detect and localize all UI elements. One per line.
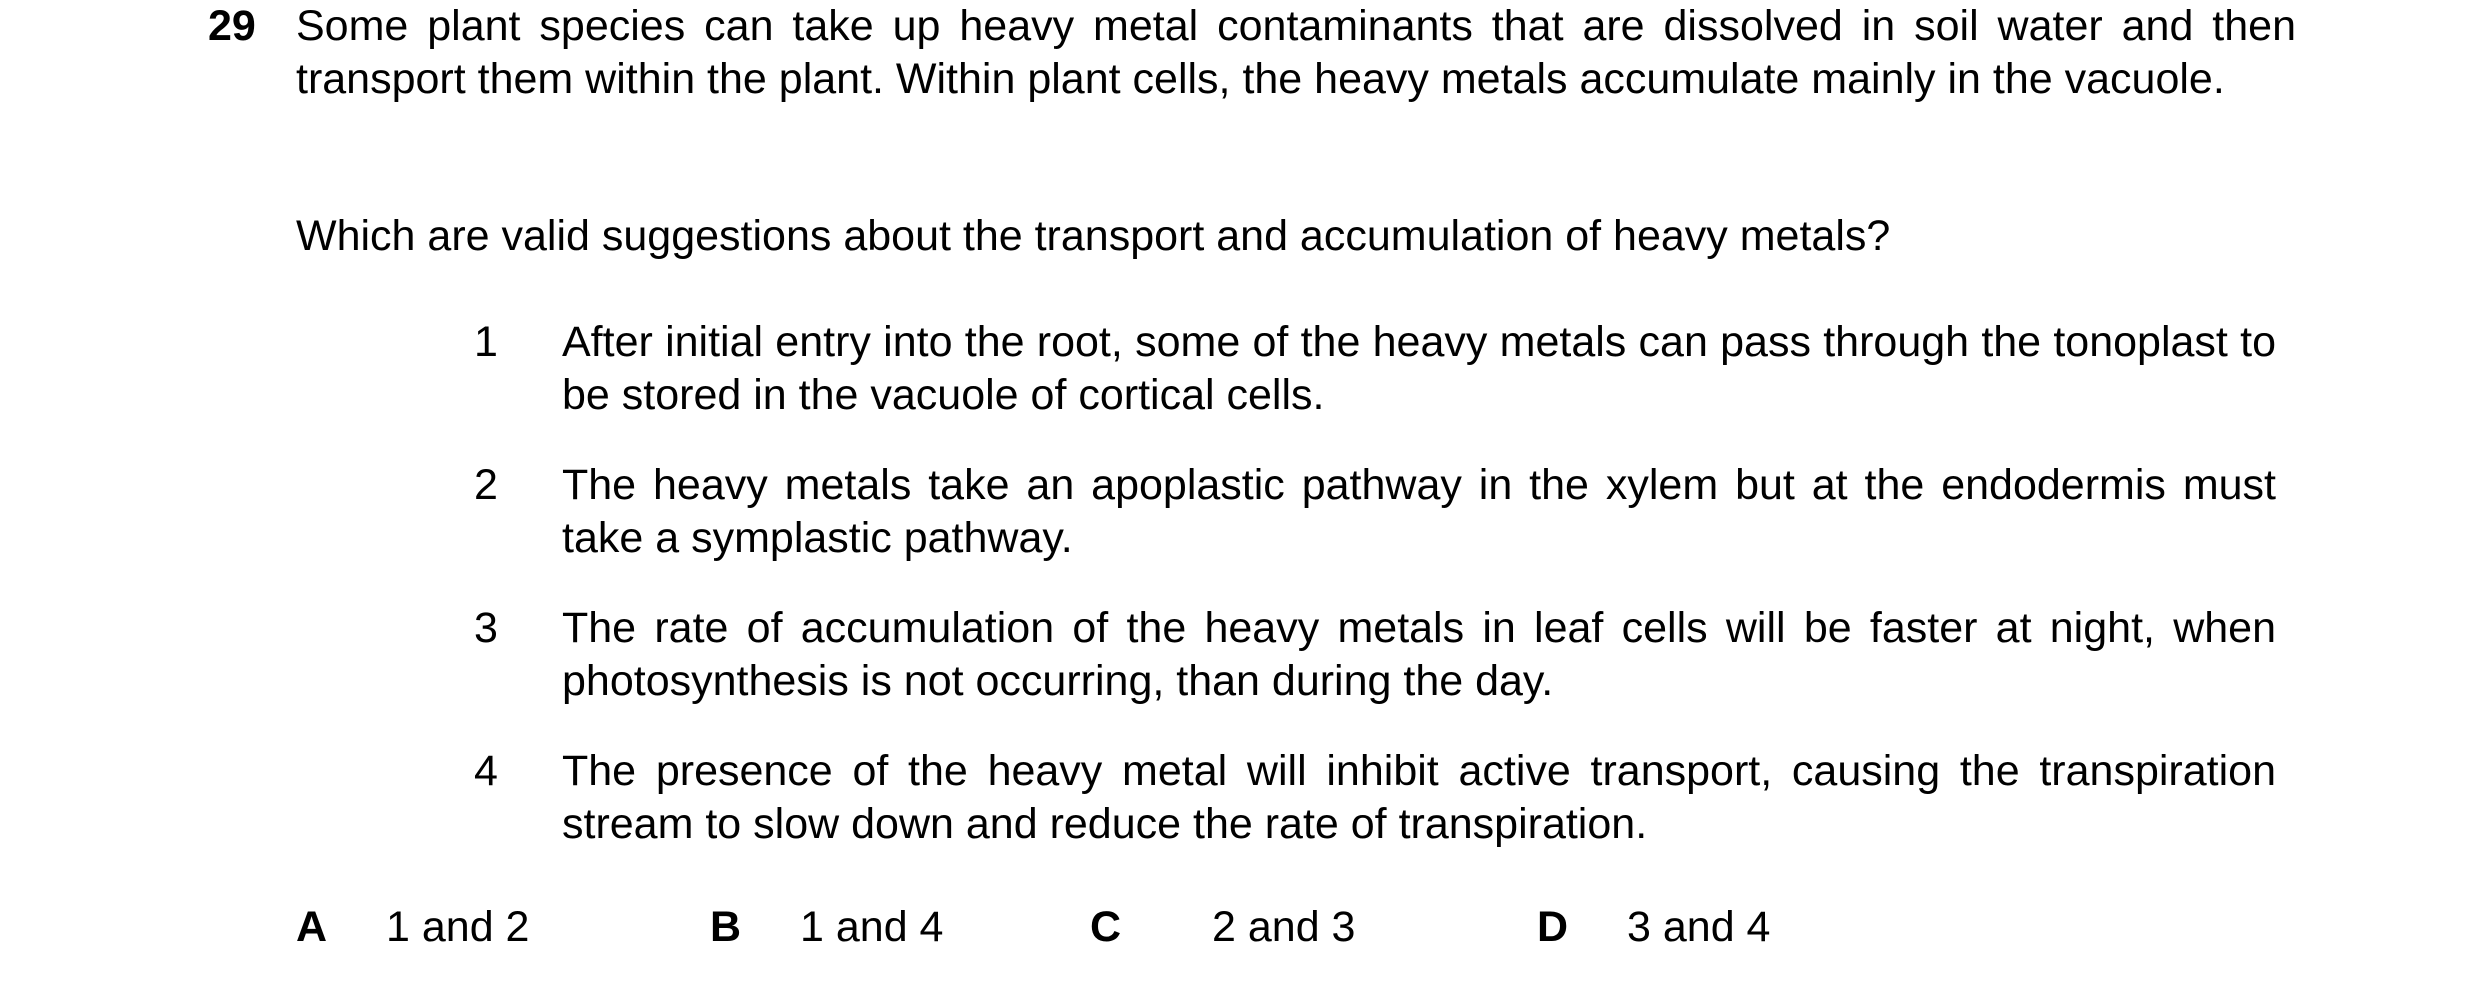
- statement-text: The heavy metals take an apoplastic pathway in the xylem but at the endodermis must take a symplastic pathway.: [562, 461, 2276, 562]
- option-text: 1 and 4: [800, 903, 944, 951]
- option-letter: B: [710, 903, 742, 951]
- option-text: 2 and 3: [1212, 903, 1356, 951]
- option-text: 1 and 2: [386, 903, 530, 951]
- option-text: 3 and 4: [1627, 903, 1771, 951]
- statement-number: 2: [474, 461, 498, 509]
- statement-number: 1: [474, 318, 498, 366]
- statement-text: The rate of accumulation of the heavy metals in leaf cells will be faster at night, when photosynthesis is not occurring, than during the day.: [562, 604, 2276, 705]
- statement-number: 4: [474, 747, 498, 795]
- option-letter: C: [1090, 903, 1122, 951]
- statement-text: The presence of the heavy metal will inhibit active transport, causing the transpiration stream to slow down and reduce the rate of transpiration.: [562, 747, 2276, 848]
- statement-text: After initial entry into the root, some of the heavy metals can pass through the tonoplast to be stored in the vacuole of cortical cells.: [562, 318, 2276, 419]
- option-letter: A: [296, 903, 328, 951]
- question-prompt: Which are valid suggestions about the transport and accumulation of heavy metals?: [296, 212, 1891, 260]
- question-stem: Some plant species can take up heavy metal contaminants that are dissolved in soil water and then transport them within the plant. Within plant cells, the heavy metals accumulate mainly in the vacuole.: [296, 2, 2296, 103]
- statement-number: 3: [474, 604, 498, 652]
- option-letter: D: [1537, 903, 1569, 951]
- question-number: 29: [208, 2, 256, 50]
